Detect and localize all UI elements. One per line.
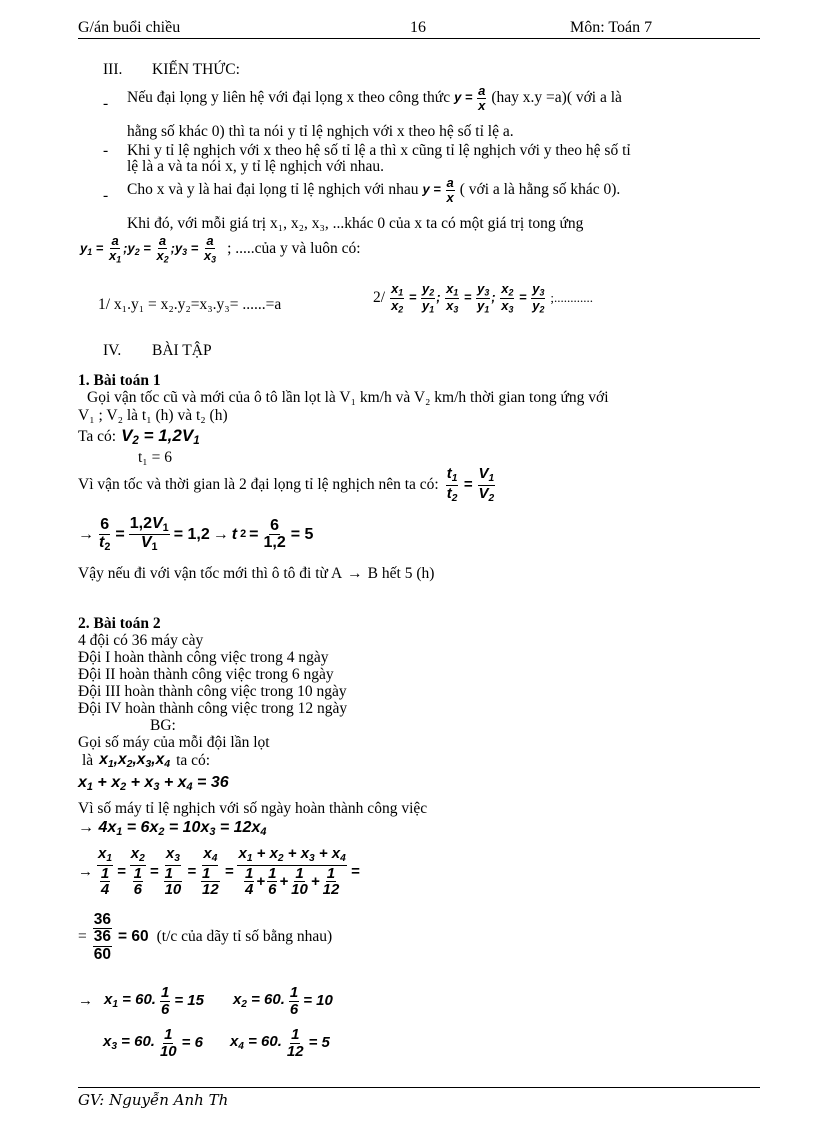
problem1-t1: t₁ = 6 (138, 449, 172, 466)
property-2-label: 2/ (373, 289, 386, 307)
arrow-icon: → (212, 525, 229, 543)
problem1-taco: Ta có: (78, 428, 117, 446)
problem2-tc: (t/c của dãy tỉ số bằng nhau) (156, 928, 333, 946)
page-number: 16 (410, 19, 426, 36)
section3-title: KIẾN THỨC: (152, 61, 240, 78)
formula-ratio-chain: → $\frac{x_1}{\frac{1}{4}}$ = $\frac{x_2}{\frac{1}{6}}$ = $\frac{x_3}{\frac{1}{10}}$ = $\frac{x_4}{\frac{1}{12}}$ = $x_1 + x_2 + x_3 + x_4$ $\frac{1}{4}$ + $\frac{1}{6}$ + $\frac{1}{10}$ + $\frac{1}{12}$ = (78, 845, 360, 899)
dash: - (103, 95, 109, 112)
problem1-line1: Gọi vận tốc cũ và mới của ô tô lần lọt là V₁ km/h và V₂ km/h thời gian tong ứng với (87, 389, 609, 406)
problem1-conclusion-b: B hết 5 (h) (367, 565, 435, 582)
page-footer (78, 1087, 760, 1109)
header-left: G/án buổi chiều (78, 19, 181, 36)
bullet-3 (127, 176, 620, 204)
problem2-line: Đội III hoàn thành công việc trong 10 ngày (78, 683, 347, 700)
bullet-2-text-a: Khi y tỉ lệ nghịch với x theo hệ số tỉ lệ a thì x cũng tỉ lệ nghịch với y theo hệ số tỉ (127, 142, 631, 159)
problem1-line5-text: Vì vận tốc và thời gian là 2 đại lọng tỉ lệ nghịch nên ta có: (78, 475, 439, 493)
formula-v2: $V_2 = 1,2V_1$ (121, 426, 200, 448)
formula-products: → $4x_1 = 6x_2 = 10x_3 = 12x_4$ (78, 819, 267, 839)
formula-ratios: $\frac{x_1}{x_2}$ = $\frac{y_2}{y_1}$ ; $\frac{x_1}{x_3}$ = $\frac{y_3}{y_1}$ ; $\frac{x_2}{x_3}$ = $\frac{y_3}{y_2}$ (391, 281, 545, 315)
bullet-1-text-b: (hay x.y =a)( với a là (491, 89, 622, 106)
formula-sum: $x_1 + x_2 + x_3 + x_4 = 36$ (78, 774, 229, 794)
property-1: 1/ x₁.y₁ = x₂.y₂=x₃.y₃= ......=a (98, 296, 282, 313)
property-2-tail: ;............ (550, 290, 594, 306)
problem2-g1: Gọi số máy của mỗi đội lần lọt (78, 734, 270, 751)
arrow-icon: → (78, 525, 94, 543)
problem1-conclusion-a: Vậy nếu đi với vận tốc mới thì ô tô đi từ A (78, 565, 343, 582)
property-2 (373, 282, 593, 315)
formula-xs: $x_1,x_2,x_3,x_4$ (99, 751, 171, 770)
section4-number: IV. (103, 342, 122, 359)
problem1-conclusion (78, 566, 434, 582)
bullet-1 (127, 84, 622, 112)
bullet-3-text-a: Cho x và y là hai đại lọng tỉ lệ nghịch với nhau (127, 181, 419, 198)
formula-60: = $\frac{36}{\frac{36}{60}}$ = 60 (t/c của dãy tỉ số bằng nhau) (78, 911, 333, 963)
problem2-g2-a: là (82, 751, 94, 769)
problem1-title: 1. Bài toán 1 (78, 372, 161, 389)
bullet-2-text-b: lệ là a và ta nói x, y tỉ lệ nghịch với nhau. (127, 158, 384, 175)
formula-yi: $y_1$ = $\frac{a}{x_1}$ $;y_2$ = $\frac{a}{x_2}$ $;y_3$ = $\frac{a}{x_3}$ (80, 233, 217, 265)
formula-t-ratio: $\frac{t_1}{t_2}$ = $\frac{V_1}{V_2}$ (446, 465, 495, 504)
arrow-icon: → (78, 992, 93, 1010)
problem2-line: Đội II hoàn thành công việc trong 6 ngày (78, 666, 334, 683)
problem2-title: 2. Bài toán 2 (78, 615, 161, 632)
formula-x3-x4: $x_3 = 60$. $\frac{1}{10}$ = 6 $x_4 = 60$. $\frac{1}{12}$ = 5 (103, 1026, 330, 1060)
problem1-line2: V₁ ; V₂ là t₁ (h) và t₂ (h) (78, 407, 228, 424)
formula-y-a-over-x: y = $\frac{a}{x}$ (422, 175, 454, 205)
y-values-row (80, 234, 361, 264)
formula-t2: → $\frac{6}{t_2}$ = $\frac{1,2V_1}{V_1}$ = 1,2 → t 2 = $\frac{6}{1,2}$ = 5 (78, 515, 314, 554)
formula-x1-x2: → $x_1 = 60$. $\frac{1}{6}$ = 15 $x_2 = 60$. $\frac{1}{6}$ = 10 (78, 984, 333, 1018)
dash: - (103, 187, 109, 204)
arrow-icon: → (78, 819, 94, 836)
dash: - (103, 142, 109, 159)
section3-number: III. (103, 61, 123, 78)
problem2-line: Đội I hoàn thành công việc trong 4 ngày (78, 649, 329, 666)
section4-title: BÀI TẬP (152, 342, 212, 359)
bullet-1-text-a: Nếu đại lọng y liên hệ với đại lọng x theo công thức (127, 89, 451, 106)
header-right: Môn: Toán 7 (570, 19, 653, 36)
problem1-line5 (78, 466, 496, 504)
bullet-3-text-b: ( với a là hằng số khác 0). (459, 181, 621, 198)
problem2-g2 (82, 752, 210, 770)
footer-author: GV: Nguyễn Anh Th (78, 1091, 229, 1109)
problem2-g2-b: ta có: (176, 751, 211, 769)
page-header (78, 20, 760, 39)
formula-y-a-over-x: y = $\frac{a}{x}$ (454, 83, 486, 113)
problem2-line: 4 đội có 36 máy cày (78, 632, 204, 649)
arrow-icon: → (347, 565, 363, 582)
y-values-text: ; .....của y và luôn có: (227, 240, 361, 258)
problem1-line3 (78, 427, 200, 447)
bullet-4-text: Khi đó, với mỗi giá trị x₁, x₂, x₃, ...khác 0 của x ta có một giá trị tong ứng (127, 215, 584, 232)
arrow-icon: → (78, 863, 93, 881)
problem2-bg: BG: (150, 717, 176, 734)
problem2-g3: Vì số máy tỉ lệ nghịch với số ngày hoàn thành công việc (78, 800, 428, 817)
bullet-1-text-c: hằng số khác 0) thì ta nói y tỉ lệ nghịch với x theo hệ số tỉ lệ a. (127, 123, 514, 140)
problem2-line: Đội IV hoàn thành công việc trong 12 ngày (78, 700, 348, 717)
